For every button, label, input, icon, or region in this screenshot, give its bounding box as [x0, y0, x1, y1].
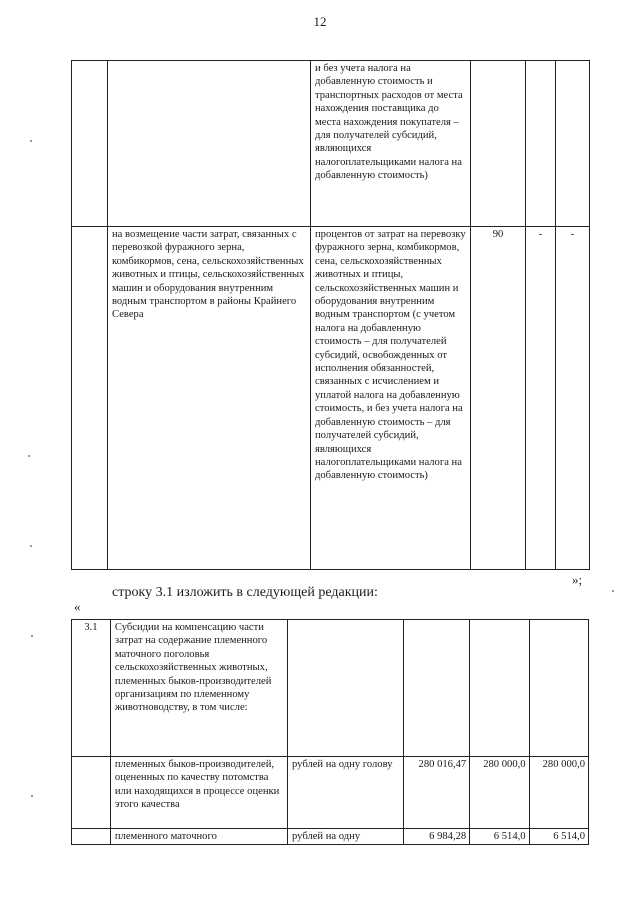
table-row	[72, 620, 589, 757]
value-cell	[471, 61, 526, 227]
value-cell: -	[526, 227, 556, 570]
value-cell	[529, 620, 588, 757]
scan-mark	[31, 795, 33, 797]
row-unit-cell	[288, 620, 404, 757]
scan-mark	[30, 140, 32, 142]
instruction-text: строку 3.1 изложить в следующей редакции:	[112, 585, 378, 600]
opening-quote: «	[74, 599, 81, 614]
value-cell	[403, 620, 470, 757]
row-name-cell: на возмещение части затрат, связанных с перевозкой фуражного зерна, комбикормов, сена, сельскохозяйственных животных и птицы, сельскохозяйственных машин и оборудования внутренним водным транспортом в районы Крайнего Севера	[108, 227, 311, 570]
closing-quote: »;	[572, 572, 583, 587]
row-number-cell	[72, 61, 108, 227]
scan-mark	[30, 545, 32, 547]
row-number-cell	[72, 757, 111, 829]
row-unit-cell: рублей на одну	[288, 829, 404, 845]
row-number-cell: 3.1	[72, 620, 111, 757]
table-row	[72, 829, 589, 845]
value-cell	[470, 620, 529, 757]
row-name-cell	[108, 61, 311, 227]
table-row	[72, 757, 589, 829]
scan-mark	[31, 635, 33, 637]
subsidy-table-new	[71, 619, 589, 845]
page-number: 12	[313, 14, 327, 29]
value-cell: 280 000,0	[529, 757, 588, 829]
table-row	[72, 227, 590, 570]
scan-mark	[28, 455, 30, 457]
value-cell: 280 016,47	[403, 757, 470, 829]
value-cell	[526, 61, 556, 227]
row-unit-cell: и без учета налога на добавленную стоимость и транспортных расходов от места нахождения поставщика до места нахождения покупателя – для получателей субсидий, являющихся налогоплательщиками налога на добавленную стоимость)	[311, 61, 471, 227]
row-number-cell	[72, 829, 111, 845]
row-unit-cell: рублей на одну голову	[288, 757, 404, 829]
value-cell: 6 984,28	[403, 829, 470, 845]
value-cell: -	[556, 227, 590, 570]
value-cell: 280 000,0	[470, 757, 529, 829]
row-name-cell: Субсидии на компенсацию части затрат на содержание племенного маточного поголовья сельскохозяйственных животных, племенных быков-производителей организациям по племенному животноводству, в том числе:	[110, 620, 287, 757]
scan-mark	[612, 590, 614, 592]
row-unit-cell: процентов от затрат на перевозку фуражного зерна, комбикормов, сена, сельскохозяйственных животных и птицы, сельскохозяйственных машин и оборудования внутренним водным транспортом (с учетом налога на добавленную стоимость – для получателей субсидий, освобожденных от исполнения обязанностей, связанных с исчислением и уплатой налога на добавленную стоимость, и без учета налога на добавленную стоимость – для получателей субсидий, являющихся налогоплательщиками налога на добавленную стоимость)	[311, 227, 471, 570]
value-cell: 6 514,0	[529, 829, 588, 845]
value-cell	[556, 61, 590, 227]
table-row	[72, 61, 590, 227]
value-cell: 6 514,0	[470, 829, 529, 845]
value-cell: 90	[471, 227, 526, 570]
subsidy-table-continued	[71, 60, 590, 570]
row-name-cell: племенного маточного	[110, 829, 287, 845]
row-name-cell: племенных быков-производителей, оцененных по качеству потомства или находящихся в процессе оценки этого качества	[110, 757, 287, 829]
row-number-cell	[72, 227, 108, 570]
